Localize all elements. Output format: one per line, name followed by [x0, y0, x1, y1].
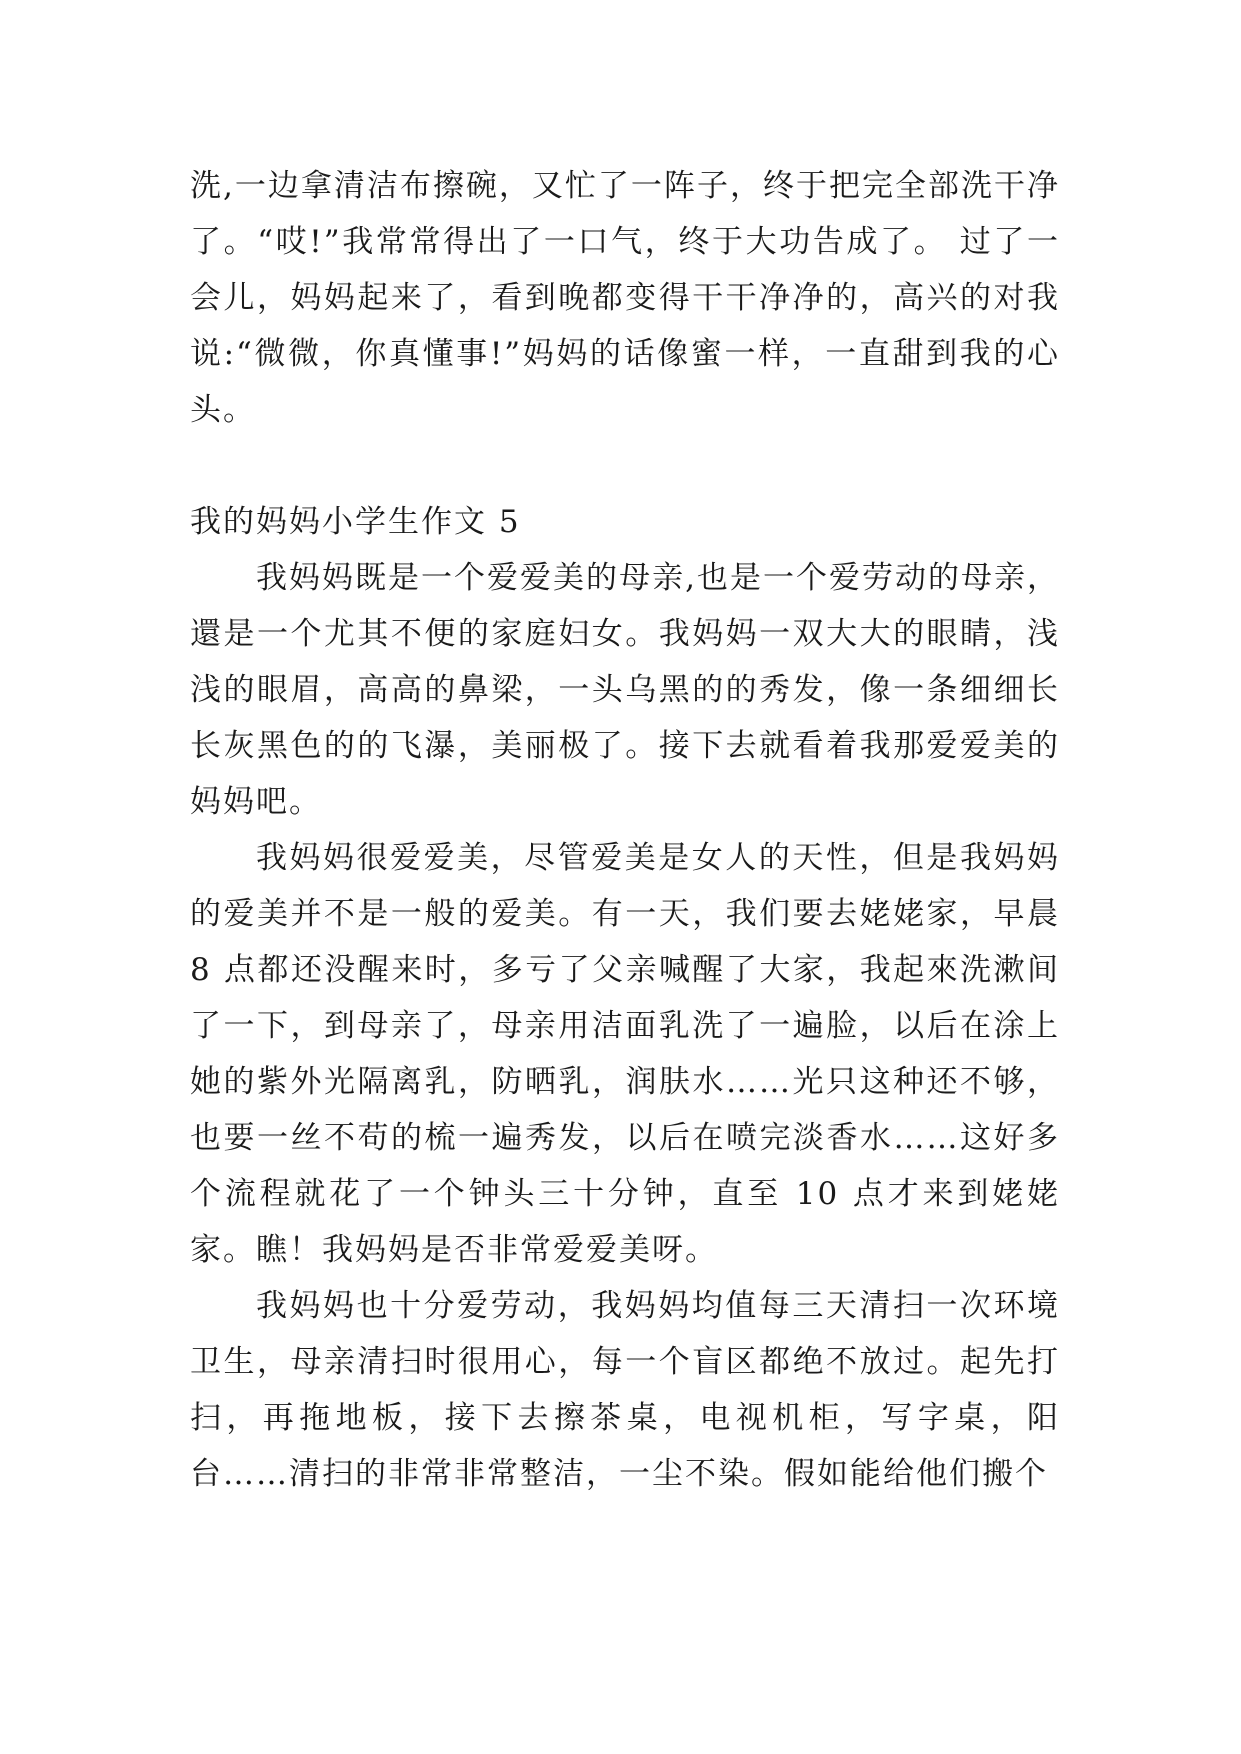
section-title: 我的妈妈小学生作文 5: [190, 504, 521, 540]
paragraph: 我妈妈很爱爱美，尽管爱美是女人的天性，但是我妈妈的爱美并不是一般的爱美。有一天，我们要去姥姥家，早晨 8 点都还没醒来时，多亏了父亲喊醒了大家，我起來洗漱间了一下，到母亲了，母亲用洁面乳洗了一遍脸，以后在涂上她的紫外光隔离乳，防晒乳，润肤水……光只这种还不够，也要一丝不苟的梳一遍秀发，以后在喷完淡香水……这好多个流程就花了一个钟头三十分钟，直至 10 点才来到姥姥家。瞧！我妈妈是否非常爱爱美呀。: [190, 840, 1060, 1268]
paragraph: 我妈妈既是一个爱爱美的母亲,也是一个爱劳动的母亲，還是一个尤其不便的家庭妇女。我妈妈一双大大的眼睛，浅浅的眼眉，高高的鼻梁，一头乌黑的的秀发，像一条细细长长灰黑色的的飞瀑，美丽极了。接下去就看着我那爱爱美的妈妈吧。: [190, 560, 1060, 820]
paragraph-continued: 洗,一边拿清洁布擦碗，又忙了一阵子，终于把完全部洗干净了。“哎!”我常常得出了一口气，终于大功告成了。 过了一会儿，妈妈起来了，看到晚都变得干干净净的，高兴的对我说:“微微，你真懂事!”妈妈的话像蜜一样，一直甜到我的心头。: [190, 168, 1060, 428]
paragraph: 我妈妈也十分爱劳动，我妈妈均值每三天清扫一次环境卫生，母亲清扫时很用心，每一个盲区都绝不放过。起先打扫，再拖地板，接下去擦茶桌，电视机柜，写字桌，阳台……清扫的非常非常整洁，一尘不染。假如能给他们搬个: [190, 1288, 1060, 1492]
document-body: [190, 158, 1060, 1502]
